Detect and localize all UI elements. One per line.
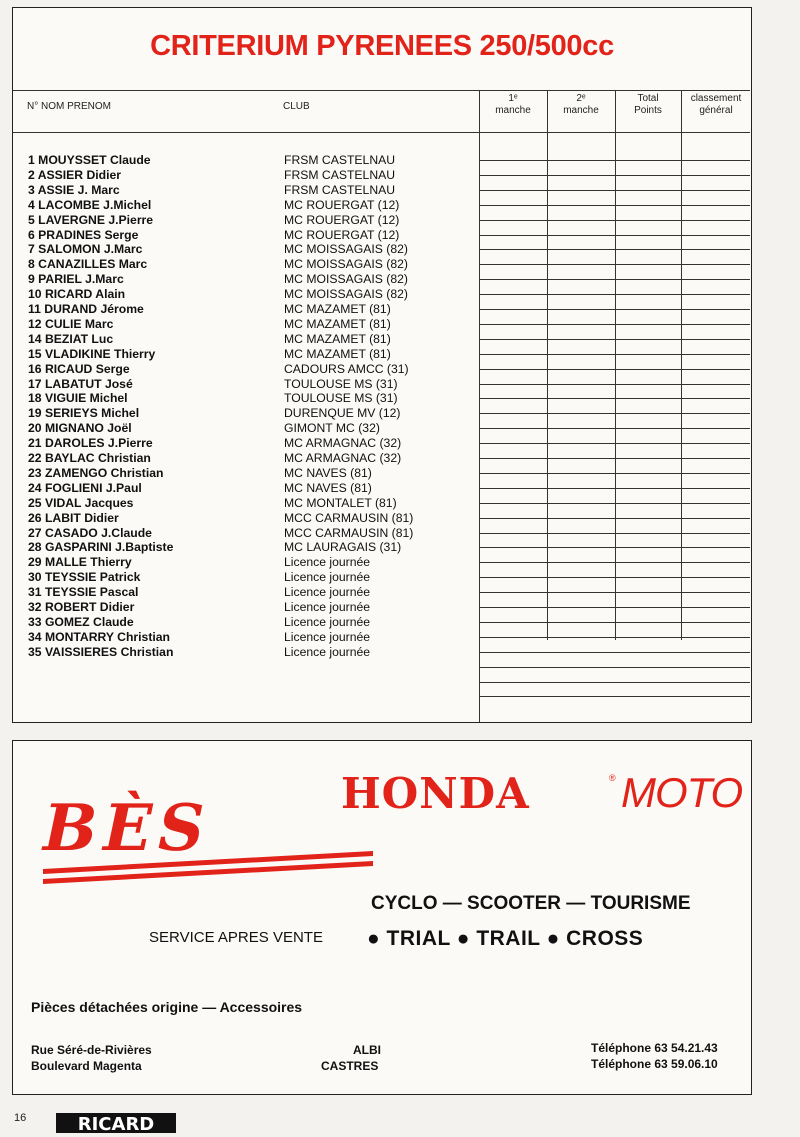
rider-club: MC MOISSAGAIS (82) [284,242,408,257]
rider-club: MC NAVES (81) [284,465,372,480]
rider-club: MC ROUERGAT (12) [284,197,400,212]
score-grid-line [479,473,750,474]
score-grid-line [479,428,750,429]
city-albi: ALBI [353,1043,381,1057]
score-grid-line [479,667,750,668]
service-label: SERVICE APRES VENTE [149,929,323,946]
score-grid-line [479,682,750,683]
score-grid-line [479,294,750,295]
score-grid-line [479,607,750,608]
score-grid-line [479,249,750,250]
page-title: CRITERIUM PYRENEES 250/500cc [150,30,614,62]
col-divider-4 [681,90,682,640]
rider-name: 34 MONTARRY Christian [28,629,170,644]
phone-albi: Téléphone 63 54.21.43 [591,1041,718,1055]
honda-advert [12,740,752,1095]
score-grid-line [479,175,750,176]
rider-name: 15 VLADIKINE Thierry [28,346,156,361]
rider-name: 10 RICARD Alain [28,287,126,302]
score-grid-line [479,190,750,191]
rider-club: TOULOUSE MS (31) [284,391,398,406]
score-grid-line [479,220,750,221]
rider-club: MC ARMAGNAC (32) [284,451,402,465]
score-grid-line [479,369,750,370]
score-grid-line [479,622,750,623]
categories-line-2: ● TRIAL ● TRAIL ● CROSS [367,927,644,950]
categories-line-1: CYCLO — SCOOTER — TOURISME [371,893,691,914]
rider-name: 12 CULIE Marc [28,316,114,331]
rider-club: MCC CARMAUSIN (81) [284,510,414,525]
score-grid-line [479,696,750,697]
rider-club: MC MONTALET (81) [284,495,397,510]
rider-club: FRSM CASTELNAU [284,153,396,167]
registered-mark: ® [609,773,616,783]
rider-name: 11 DURAND Jérome [28,302,144,316]
address-castres: Boulevard Magenta [31,1059,142,1073]
rider-club: MC LAURAGAIS (31) [284,540,402,555]
score-grid-line [479,398,750,399]
phone-castres: Téléphone 63 59.06.10 [591,1057,718,1071]
score-grid-line [479,652,750,653]
score-grid-line [479,458,750,459]
rider-name: 18 VIGUIE Michel [28,391,128,406]
col-divider-3 [615,90,616,640]
rider-club: MC ROUERGAT (12) [284,227,400,242]
col-divider-2 [547,90,548,640]
rider-name: 24 FOGLIENI J.Paul [28,480,142,495]
rider-club: MC ARMAGNAC (32) [284,436,402,451]
header-classement: classement général [690,93,742,116]
city-castres: CASTRES [321,1059,379,1073]
rider-club: CADOURS AMCC (31) [284,361,409,376]
score-grid-line [479,279,750,280]
score-grid-line [479,264,750,265]
moto-logo: MOTO [621,769,743,816]
rider-name: 14 BEZIAT Luc [28,331,114,346]
header-club: CLUB [283,101,310,112]
rider-club: Licence journée [284,644,371,659]
rider-name: 31 TEYSSIE Pascal [28,585,139,600]
score-grid-line [479,592,750,593]
rider-club: GIMONT MC (32) [284,421,380,436]
header-top-rule [13,90,750,91]
rider-name: 30 TEYSSIE Patrick [28,570,141,585]
rider-name: 5 LAVERGNE J.Pierre [28,212,154,227]
rider-name: 6 PRADINES Serge [28,227,139,242]
rider-name: 29 MALLE Thierry [28,555,132,570]
rider-name: 19 SERIEYS Michel [28,406,140,421]
rider-name: 8 CANAZILLES Marc [28,257,148,272]
rider-club: Licence journée [284,555,371,570]
rider-club: Licence journée [284,614,371,629]
rider-name: 23 ZAMENGO Christian [28,465,164,480]
rider-club: FRSM CASTELNAU [284,167,396,182]
score-grid-line [479,443,750,444]
score-grid-line [479,503,750,504]
score-grid-line [479,562,750,563]
score-grid-line [479,309,750,310]
rider-club: Licence journée [284,600,371,614]
rider-name: 9 PARIEL J.Marc [28,272,124,287]
rider-name: 20 MIGNANO Joël [28,421,132,436]
rider-club: MC MAZAMET (81) [284,302,391,316]
rider-club: FRSM CASTELNAU [284,182,396,197]
col-divider-1 [479,90,480,722]
score-grid-line [479,547,750,548]
rider-name: 26 LABIT Didier [28,510,119,525]
page-number: 16 [14,1112,27,1124]
ricard-logo: RICARD [56,1113,176,1133]
score-grid-line [479,384,750,385]
rider-name: 27 CASADO J.Claude [28,525,152,540]
score-grid-line [479,488,750,489]
rider-club: MC ROUERGAT (12) [284,212,400,227]
score-grid-line [479,235,750,236]
rider-name: 33 GOMEZ Claude [28,614,134,629]
rider-club: MC MOISSAGAIS (82) [284,257,408,272]
rider-club: DURENQUE MV (12) [284,406,401,421]
rider-name: 4 LACOMBE J.Michel [28,197,152,212]
rider-name: 16 RICAUD Serge [28,361,130,376]
rider-name: 17 LABATUT José [28,376,133,391]
score-grid-line [479,160,750,161]
score-grid-line [479,413,750,414]
rider-club: MC NAVES (81) [284,480,372,495]
rider-club: MC MAZAMET (81) [284,316,391,331]
rider-club: MC MAZAMET (81) [284,331,391,346]
rider-name: 22 BAYLAC Christian [28,451,151,465]
rider-club: Licence journée [284,570,371,585]
parts-line: Pièces détachées origine — Accessoires [31,999,303,1015]
address-albi: Rue Séré-de-Rivières [31,1043,152,1057]
rider-club: Licence journée [284,629,371,644]
rider-name: 35 VAISSIERES Christian [28,644,174,659]
rider-club: MCC CARMAUSIN (81) [284,525,414,540]
rider-club: MC MOISSAGAIS (82) [284,287,408,302]
honda-logo: HONDA [341,769,530,818]
rider-name: 1 MOUYSSET Claude [28,153,151,167]
score-grid-line [479,354,750,355]
score-grid-line [479,577,750,578]
header-bottom-rule [13,132,750,133]
score-grid-line [479,637,750,638]
header-total: Total Points [634,93,662,116]
rider-name: 2 ASSIER Didier [28,167,122,182]
rider-name: 21 DAROLES J.Pierre [28,436,153,451]
header-manche1: 1ᵉ manche [495,93,531,116]
score-grid-line [479,324,750,325]
score-grid-line [479,518,750,519]
rider-club: MC MAZAMET (81) [284,346,391,361]
rider-name: 32 ROBERT Didier [28,600,135,614]
score-grid-line [479,533,750,534]
rider-name: 25 VIDAL Jacques [28,495,134,510]
score-grid-line [479,339,750,340]
rider-name: 3 ASSIE J. Marc [28,182,120,197]
rider-name: 28 GASPARINI J.Baptiste [28,540,174,555]
header-num-name: N° NOM PRENOM [27,101,111,112]
rider-club: Licence journée [284,585,371,600]
dealer-logo: BÈS [35,791,219,866]
rider-name: 7 SALOMON J.Marc [28,242,143,257]
rider-club: MC MOISSAGAIS (82) [284,272,408,287]
header-manche2: 2ᵉ manche [563,93,599,116]
rider-club: TOULOUSE MS (31) [284,376,398,391]
score-grid-line [479,205,750,206]
